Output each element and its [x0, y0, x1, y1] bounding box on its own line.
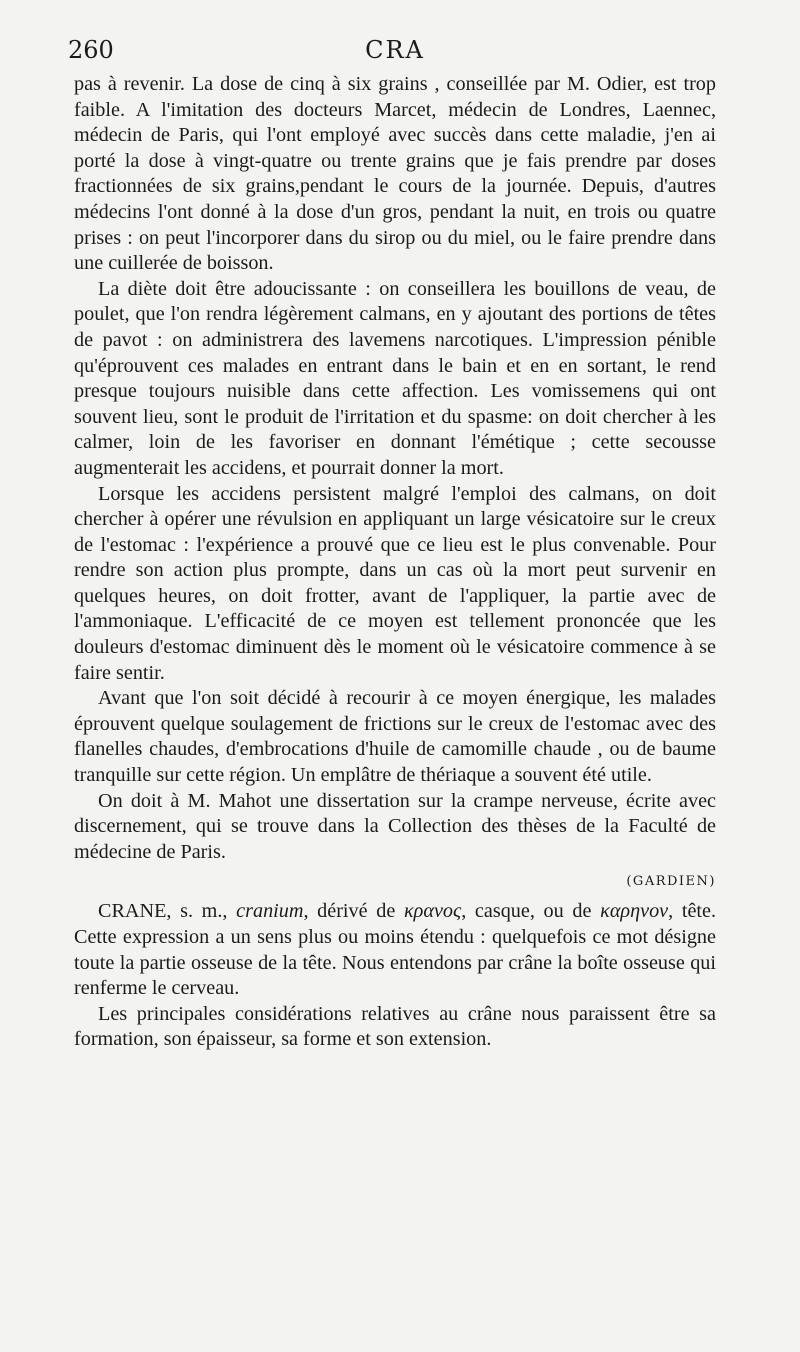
running-head: CRA — [365, 36, 425, 64]
paragraph-diet: La diète doit être adoucissante : on conseillera les bouillons de veau, de poulet, que l'on rendra légèrement calmans, en y ajoutant des portions de têtes de pavot : on administrera des lavemens narcotiques. L'impression pénible qu'éprouvent ces malades en entrant dans le bain et en en sortant, le rend presque toujours nuisible dans cette affection. Les vomissemens qui ont souvent lieu, sont le produit de l'irritation et du spasme: on doit chercher à les calmer, loin de les favoriser en donnant l'émétique ; cette secousse augmenterait les accidens, et pourrait donner la mort. — [74, 277, 716, 479]
paragraph-dissertation: On doit à M. Mahot une dissertation sur la crampe nerveuse, écrite avec discernement, qui se trouve dans la Collection des thèses de la Faculté de médecine de Paris. — [74, 789, 716, 863]
page-header — [68, 36, 716, 72]
entry-casque: , casque, ou de — [461, 900, 592, 923]
entry-headword: CRANE — [98, 900, 167, 923]
paragraph-considerations: Les principales considérations relatives au crâne nous paraissent être sa formation, son épaisseur, sa forme et son extension. — [74, 1002, 716, 1051]
entry-derived: , dérivé de — [303, 900, 396, 923]
entry-grammar: , s. m., — [166, 900, 228, 923]
entry-latin: cranium — [236, 900, 304, 923]
entry-greek-kranos: κρανος — [403, 900, 462, 923]
page — [68, 36, 717, 1053]
entry-definition: , tête. Cette expression a un sens plus ou moins étendu : quelquefois ce mot désigne toute la partie osseuse de la tête. Nous entendons par crâne la boîte osseuse qui renferme le cerveau. — [74, 900, 717, 1000]
page-number: 260 — [68, 36, 114, 64]
entry-greek-karenon: καρηνον — [600, 900, 669, 923]
paragraph-revulsion: Lorsque les accidens persistent malgré l'emploi des calmans, on doit chercher à opérer une révulsion en appliquant un large vésicatoire sur le creux de l'estomac : l'expérience a prouvé que ce lieu est le plus convenable. Pour rendre son action plus prompte, dans un cas où la mort peut survenir en quelques heures, on doit frotter, avant de l'appliquer, la partie avec de l'ammoniaque. L'efficacité de ce moyen est tellement prononcée que les douleurs d'estomac diminuent dès le moment où le vésicatoire commence à se faire sentir. — [74, 482, 716, 684]
entry-crane — [74, 899, 716, 1001]
paragraph-frictions: Avant que l'on soit décidé à recourir à ce moyen énergique, les malades éprouvent quelque soulagement de frictions sur le creux de l'estomac avec des flanelles chaudes, d'embrocations d'huile de camomille chaude , ou de baume tranquille sur cette région. Un emplâtre de thériaque a souvent été utile. — [74, 687, 716, 787]
paragraph-continuation: pas à revenir. La dose de cinq à six grains , conseillée par M. Odier, est trop faible. A l'imitation des docteurs Marcet, médecin de Londres, Laennec, médecin de Paris, qui l'ont employé avec succès dans cette maladie, j'en ai porté la dose à vingt-quatre ou trente grains que je fais prendre par doses fractionnées de six grains,pendant le cours de la journée. Depuis, d'autres médecins l'ont donné à la dose d'un gros, pendant la nuit, en trois ou quatre prises : on peut l'incorporer dans du sirop ou du miel, ou le faire prendre dans une cuillerée de boisson. — [74, 73, 716, 275]
author-signature: (GARDIEN) — [626, 874, 716, 890]
